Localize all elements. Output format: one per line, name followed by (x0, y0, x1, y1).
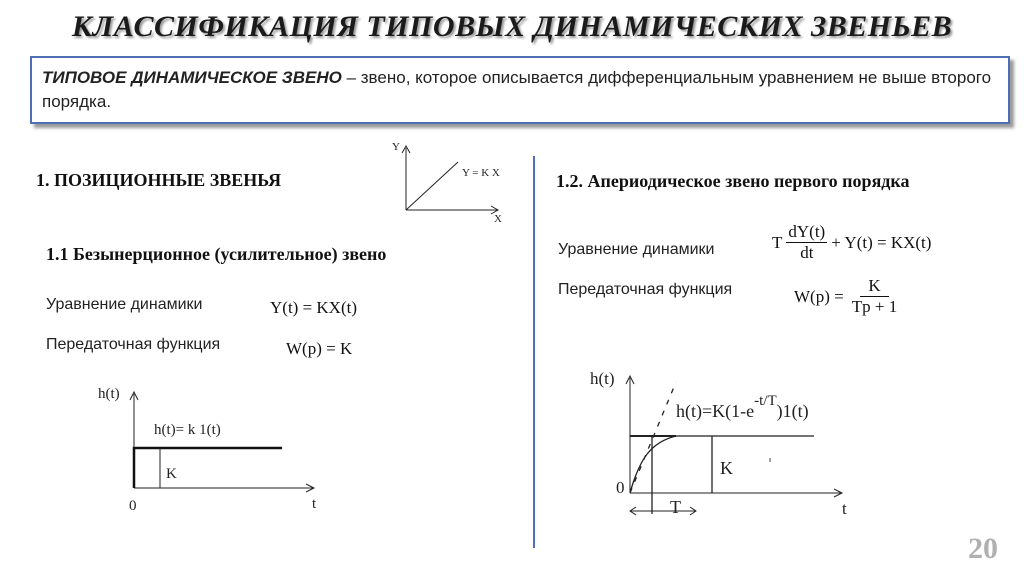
mini-gain-line (406, 162, 458, 210)
definition-text: – звено, которое описывается дифференциальным уравнением не выше второго порядка. (42, 68, 992, 111)
right-graph-y-label: h(t) (590, 369, 615, 388)
right-graph-x-label: t (842, 499, 847, 518)
left-transfer: W(p) = K (286, 339, 353, 358)
right-transfer (794, 276, 897, 317)
right-equation-rest: + Y(t) = KX(t) (831, 232, 932, 252)
left-step-curve (134, 448, 282, 488)
slide-title: КЛАССИФИКАЦИЯ ТИПОВЫХ ДИНАМИЧЕСКИХ ЗВЕНЬЕВ (71, 10, 953, 43)
right-curve-label-exponent: -t/T (754, 393, 777, 409)
left-level-label: K (166, 466, 177, 482)
subsection-heading-inertialess: 1.1 Безынерционное (усилительное) звено (46, 244, 387, 264)
section-heading-positional: 1. ПОЗИЦИОННЫЕ ЗВЕНЬЯ (36, 170, 282, 190)
right-graph-origin: 0 (616, 478, 625, 497)
left-graph-x-label: t (312, 496, 317, 512)
left-equation: Y(t) = KX(t) (270, 298, 358, 317)
right-transfer-label: Передаточная функция (558, 281, 733, 298)
right-time-constant-label: T (670, 497, 681, 517)
mini-line-label: Y = K X (462, 167, 500, 179)
right-level-label: K (720, 458, 733, 478)
page-number: 20 (968, 532, 998, 565)
right-curve-label-tail: )1(t) (776, 401, 809, 421)
right-equation-fraction (786, 222, 827, 263)
step-response-graph-left (92, 382, 332, 517)
left-graph-y-label: h(t) (98, 386, 120, 402)
definition-term: ТИПОВОЕ ДИНАМИЧЕСКОЕ ЗВЕНО (42, 68, 342, 87)
right-curve-label (676, 393, 809, 422)
right-transfer-lhs: W(p) = (794, 286, 844, 306)
right-equation-label: Уравнение динамики (558, 241, 715, 258)
mini-y-label: Y (392, 141, 400, 153)
right-equation (772, 222, 931, 263)
right-curve-label-main: h(t)=K(1-e (676, 401, 755, 421)
definition-box (30, 56, 1010, 124)
right-transfer-fraction (852, 276, 897, 317)
step-response-graph-right (584, 362, 874, 522)
right-transfer-numerator: K (860, 276, 888, 297)
subsection-heading-aperiodic: 1.2. Апериодическое звено первого порядка (556, 171, 910, 191)
linear-gain-mini-graph (388, 138, 518, 224)
left-transfer-label: Передаточная функция (46, 336, 221, 353)
left-curve-label: h(t)= k 1(t) (154, 422, 221, 438)
right-transfer-denominator: Tp + 1 (851, 297, 898, 316)
mini-x-label: X (494, 213, 502, 224)
left-equation-label: Уравнение динамики (46, 296, 203, 313)
right-equation-coef: T (772, 232, 783, 252)
right-equation-denominator: dt (800, 243, 814, 262)
left-graph-origin: 0 (129, 498, 137, 514)
right-equation-numerator: dY(t) (788, 222, 826, 241)
column-divider (533, 156, 535, 548)
